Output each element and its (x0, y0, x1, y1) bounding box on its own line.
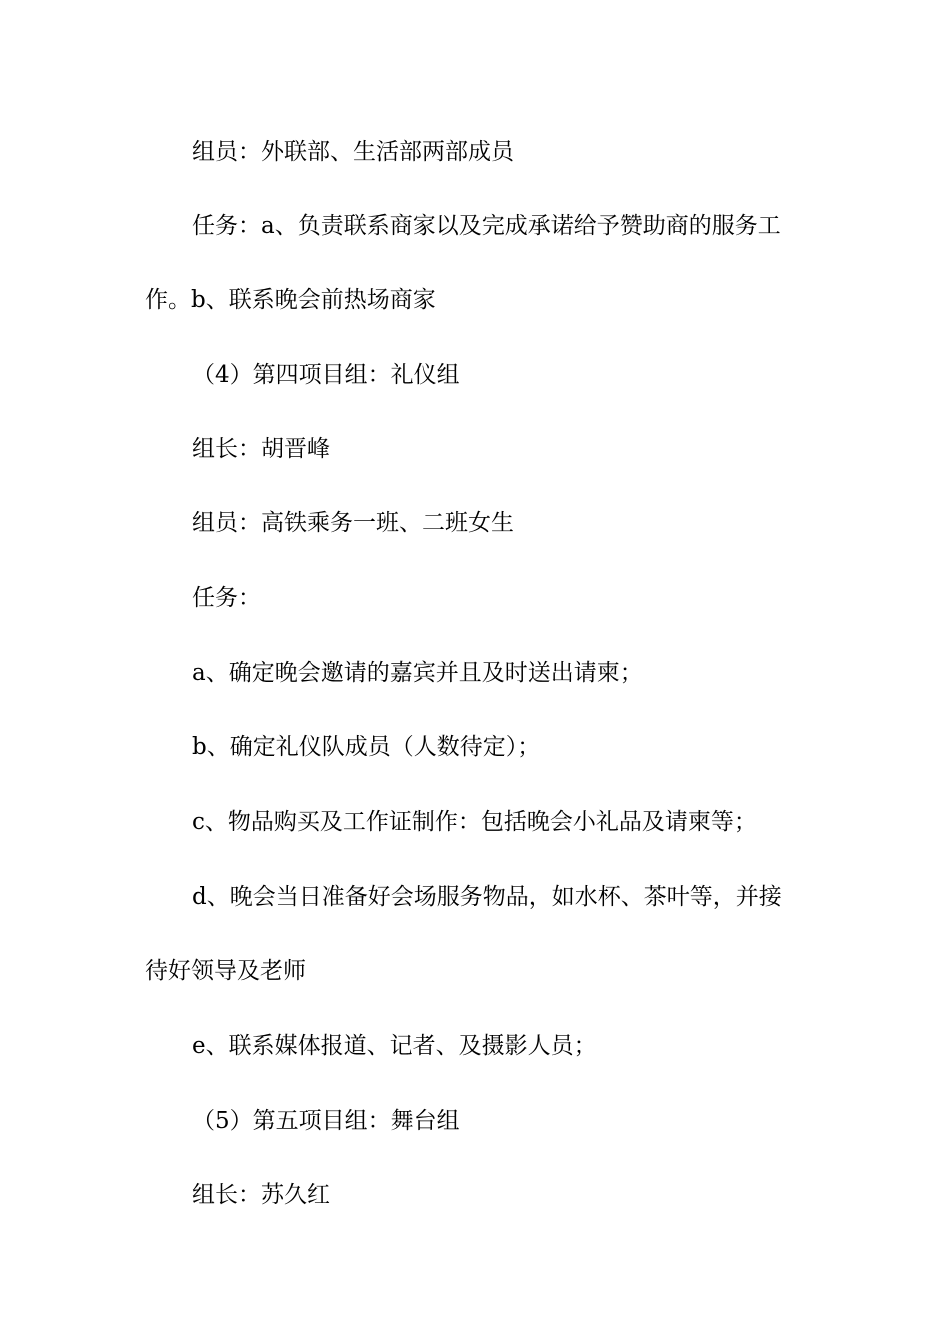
paragraph-line: 组员：高铁乘务一班、二班女生 (192, 510, 514, 536)
list-item: a、确定晚会邀请的嘉宾并且及时送出请柬； (192, 660, 643, 686)
paragraph-line: 组长：苏久红 (192, 1182, 330, 1208)
list-item: e、联系媒体报道、记者、及摄影人员； (192, 1033, 597, 1059)
paragraph-line: 任务： (192, 585, 261, 611)
section-heading: （5）第五项目组：舞台组 (192, 1108, 460, 1134)
list-item: d、晚会当日准备好会场服务物品，如水杯、茶叶等，并接 (192, 884, 782, 910)
list-item-continuation: 待好领导及老师 (145, 958, 306, 984)
paragraph-line: 组长：胡晋峰 (192, 436, 330, 462)
paragraph-line: 任务：a、负责联系商家以及完成承诺给予赞助商的服务工 (192, 213, 781, 239)
section-heading: （4）第四项目组：礼仪组 (192, 362, 460, 388)
paragraph-line: 组员：外联部、生活部两部成员 (192, 139, 514, 165)
list-item: b、确定礼仪队成员（人数待定）； (192, 734, 541, 760)
list-item: c、物品购买及工作证制作：包括晚会小礼品及请柬等； (192, 809, 757, 835)
paragraph-line: 作。b、联系晚会前热场商家 (145, 287, 436, 313)
